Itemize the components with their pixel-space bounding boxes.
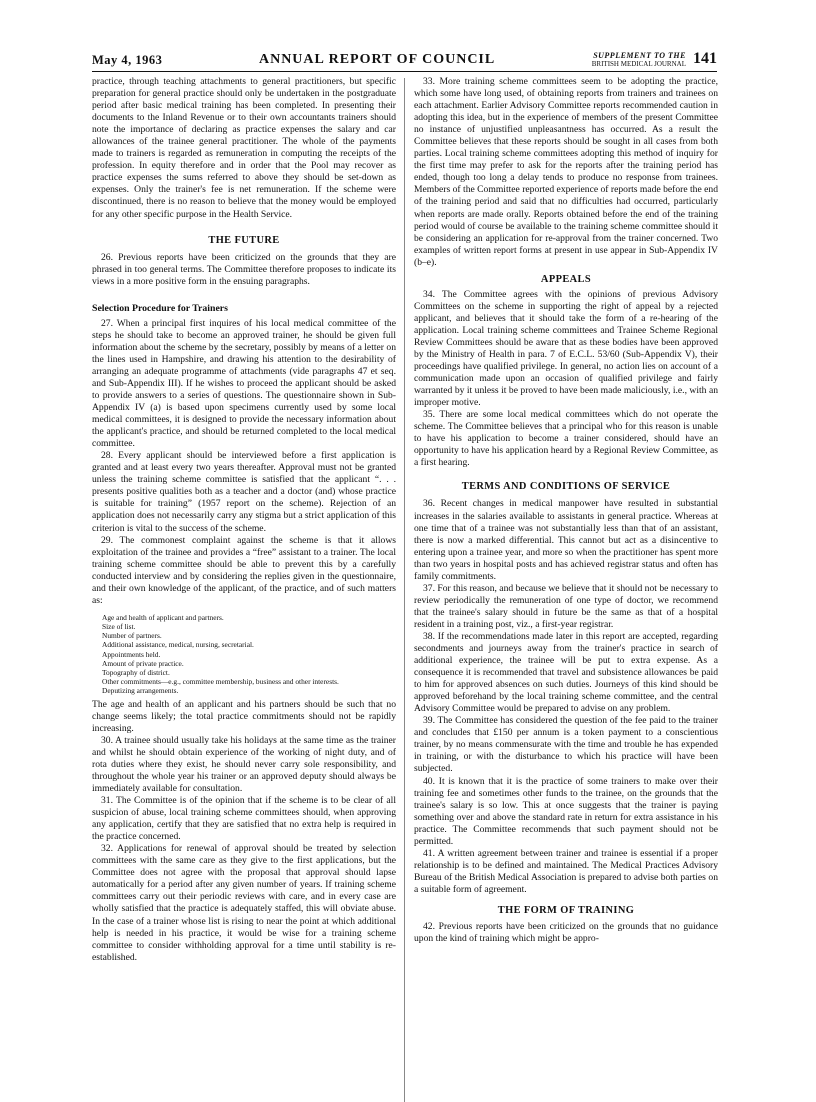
- heading-selection-procedure: Selection Procedure for Trainers: [92, 302, 228, 314]
- paragraph-continued: practice, through teaching attachments to general practitioners, but specific preparation for general practice should only be undertaken in the postgraduate period after basic medical training has been completed. In presenting their documents to the Inland Revenue or to their own accountants trainers should note the importance of declaring as practice expenses the salary and car allowances of the trainee general practitioner. The whole of the payments made to trainers is regarded as remuneration in computing the receipts of the profession. In equity therefore and in order that the Pool may recover as practice expenses the sums referred to above they should be set-down as expenses. Only the trainer's fee is net remuneration. If the scheme were discontinued, there is no reason to believe that the money would be employed for any other specific purpose in the Health Service.: [92, 76, 396, 220]
- paragraph-28: 28. Every applicant should be interviewed before a first application is granted and at least every two years thereafter. Approval must not be granted unless the training scheme committee is satisfied that the applicant “. . . presents positive qualities both as a teacher and a doctor (and) whose practice is suitable for training” (1957 report on the scheme). Rejection of an application does not necessarily carry any stigma but a strict application of this criterion is vital to the success of the scheme.: [92, 450, 396, 534]
- list-item: Appointments held.: [102, 649, 161, 659]
- list-item: Number of partners.: [102, 631, 162, 641]
- paragraph-40: 40. It is known that it is the practice of some trainers to make over their training fee and sometimes other funds to the trainee, on the grounds that the trainee's salary is so low. This at once suggests that the trainer is paying something over and above the standard rate in return for extra assistance in his practice. The Committee recommends that such payment should not be permitted.: [414, 775, 718, 847]
- list-item: Deputizing arrangements.: [102, 686, 179, 696]
- left-column: [92, 76, 396, 964]
- supplement-line-1: SUPPLEMENT TO THE: [593, 51, 686, 60]
- paragraph-35: 35. There are some local medical committees which do not operate the scheme. The Committee believes that a principal who for this reason is unable to have his application to become a trainer considered, should have an opportunity to have his application heard by a Regional Review Committee, as a first hearing.: [414, 409, 718, 469]
- paragraph-29-continued: The age and health of an applicant and his partners should be such that no change seems likely; the total practice commitments should not be rapidly increasing.: [92, 698, 396, 734]
- paragraph-32: 32. Applications for renewal of approval should be treated by selection committees with the same care as they give to the first applications, but the Committee does not agree with the proposal that approval should lapse automatically for a period after any given number of years. If training scheme committees carry out their periodic reviews with care, and in every case are wholly satisfied that the practice is adequately staffed, this will obviate abuse. In the case of a trainer whose list is rising to near the point at which additional help is needed in his practice, it would be wise for a training scheme committee to consider withholding approval for a time until stability is re-established.: [92, 843, 396, 963]
- paragraph-36: 36. Recent changes in medical manpower have resulted in substantial increases in the salaries available to assistants in general practice. Whereas at one time that of a trainee was not substantially less than that of an assistant, there is now a marked differential. This cannot but act as a disincentive to entering upon a trainee year, and more so when the practitioner has spent more than two years in hospital posts and has achieved registrar status and often has family commitments.: [414, 498, 718, 582]
- paragraph-42: 42. Previous reports have been criticized on the grounds that no guidance upon the kind of training which might be appro-: [414, 921, 718, 945]
- supplement-line-2: BRITISH MEDICAL JOURNAL: [591, 60, 686, 68]
- paragraph-31: 31. The Committee is of the opinion that if the scheme is to be clear of all suspicion of abuse, local training scheme committees should, when approving any application, certify that they are satisfied that no extra help is required in the practice concerned.: [92, 795, 396, 843]
- right-column: [414, 76, 718, 945]
- paragraph-33: 33. More training scheme committees seem to be adopting the practice, which some have long used, of obtaining reports from trainers and trainees on each attachment. Earlier Advisory Committee reports recommended caution in adopting this idea, but in the experience of members of the present Committee no instance of unjustified unpleasantness has occurred. As a result the Committee believes that these reports should be sought in all cases from both parties. Local training scheme committees adopting this method of inquiry for the first time may prefer to ask for the reports after the training period has ended, though too long a delay tends to produce no response from trainees. Members of the Committee reported experience of reports made before the end of the training period and said that no difficulties had occurred, particularly when reports are made orally. Reports obtained before the end of the training period would of course be available to the training scheme committee should it be considering an application for re-approval from the trainer concerned. Two examples of written report forms at present in use appear in Sub-Appendix IV (b–e).: [414, 76, 718, 268]
- matters-list: [92, 613, 396, 696]
- list-item: Topography of district.: [102, 668, 170, 678]
- paragraph-34: 34. The Committee agrees with the opinions of previous Advisory Committees on the scheme in supporting the right of appeal by a rejected applicant, and believes that it should take the form of a re-hearing of the application. Local training scheme committees and Trainee Scheme Regional Review Committees should be aware that as these bodies have been approved by the Ministry of Health in para. 7 of E.C.L. 53/60 (Sub-Appendix V), their proceedings have qualified privilege. In general, no action lies on account of a communication made upon an occasion of qualified privilege and fairly warranted by it unless it be proved to have been made maliciously, i.e., with an improper motive.: [414, 288, 718, 409]
- running-title: ANNUAL REPORT OF COUNCIL: [258, 52, 496, 67]
- heading-appeals: APPEALS: [540, 273, 592, 285]
- heading-terms-and-conditions: TERMS AND CONDITIONS OF SERVICE: [461, 481, 671, 493]
- paragraph-38: 38. If the recommendations made later in this report are accepted, regarding secondments and journeys away from the trainer's practice in search of additional experience, the trainee will be put to extra expense. As a consequence it is recommended that travel and subsistence allowances be paid to him for approved absences on such duties. Journeys of this kind should be approved beforehand by the local training scheme committee, and the central Advisory Committee would be prepared to advise on any problem.: [414, 630, 718, 715]
- paragraph-26: 26. Previous reports have been criticized on the grounds that they are phrased in too general terms. The Committee therefore proposes to indicate its views in a more positive form in the ensuing paragraphs.: [92, 251, 396, 287]
- heading-form-of-training: THE FORM OF TRAINING: [497, 905, 635, 916]
- list-item: Other commitments—e.g., committee membership, business and other interests.: [102, 677, 339, 687]
- paragraph-41: 41. A written agreement between trainer and trainee is essential if a proper relationship is to be defined and maintained. The Medical Practices Advisory Bureau of the British Medical Association is prepared to advise both parties on a suitable form of agreement.: [414, 847, 718, 895]
- list-item: Size of list.: [102, 622, 136, 632]
- paragraph-30: 30. A trainee should usually take his holidays at the same time as the trainer and whilst he should obtain experience of the working of night duty, and of rota duties where they exist, he should never carry sole responsibility, and throughout the whole year his trainer or an approved deputy should always be immediately available for consultation.: [92, 734, 396, 794]
- heading-the-future: THE FUTURE: [208, 234, 280, 246]
- list-item: Age and health of applicant and partners.: [102, 612, 224, 622]
- paragraph-29: 29. The commonest complaint against the scheme is that it allows exploitation of the trainee and provides a “free” assistant to a trainer. The local training scheme committee should be able to prevent this by a carefully conducted interview and by considering the replies given in the questionnaire, and their own knowledge of the applicant, of the practice, and of such matters as:: [92, 534, 396, 606]
- paragraph-27: 27. When a principal first inquires of his local medical committee of the steps he should take to become an approved trainer, he should be given full information about the scheme by the secretary, possibly by means of a letter on the lines used in Hampshire, and drawing his attention to the desirability of arranging an adequate programme of attachments (vide paragraphs 47 et seq. and Sub-Appendix III). If he wishes to proceed the applicant should be asked to provide answers to a series of questions. The questionnaire shown in Sub-Appendix IV (a) is based upon specimens currently used by some local medical committees, it is designed to provide the necessary information about the applicant's practice, and should be returned completed to the local medical committee.: [92, 317, 396, 450]
- header-right: [592, 50, 717, 68]
- journal-page: [92, 46, 718, 963]
- list-item: Amount of private practice.: [102, 658, 184, 668]
- supplement-label: [592, 52, 686, 68]
- page-header: [92, 46, 717, 72]
- issue-date: May 4, 1963: [92, 53, 163, 67]
- page-number: 141: [693, 50, 717, 67]
- column-divider: [404, 78, 405, 1102]
- list-item: Additional assistance, medical, nursing, secretarial.: [102, 640, 254, 650]
- paragraph-39: 39. The Committee has considered the question of the fee paid to the trainer and concludes that £150 per annum is a token payment to a conscientious trainer, by no means commensurate with the time and trouble he has expended in training, or with the disturbance to which his practice will have been subjected.: [414, 715, 718, 775]
- paragraph-37: 37. For this reason, and because we believe that it should not be necessary to review periodically the remuneration of one type of doctor, we recommend that the trainee's salary should in future be the same as that of a hospital resident in a training post, viz., a first-year registrar.: [414, 582, 718, 630]
